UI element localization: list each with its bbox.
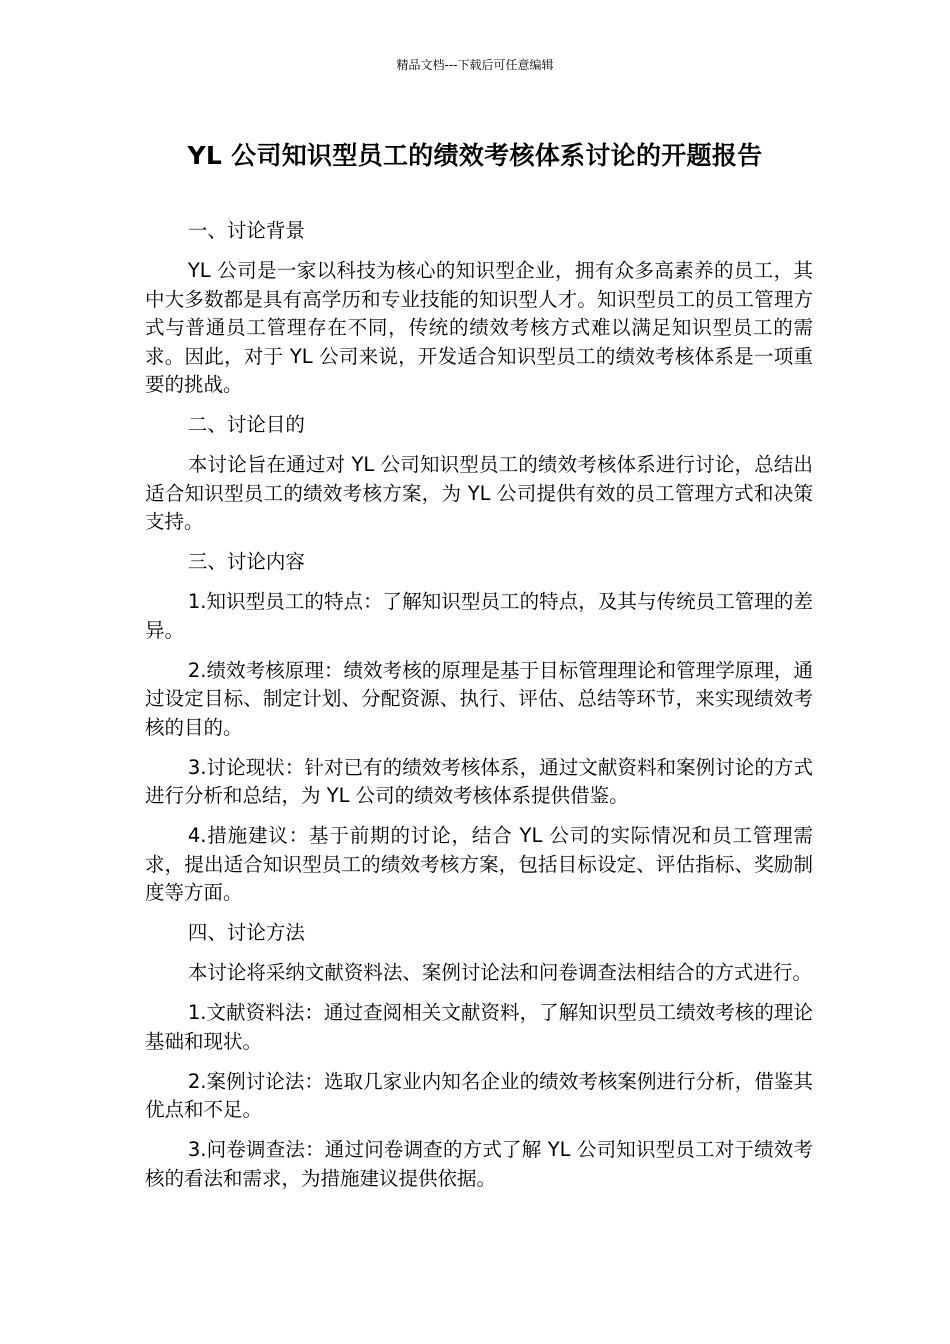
list-item-method-3: 3.问卷调查法：通过问卷调查的方式了解 YL 公司知识型员工对于绩效考核的看法和需求，为措施建议提供依据。 [145, 1138, 813, 1190]
paragraph-methods-intro: 本讨论将采纳文献资料法、案例讨论法和问卷调查法相结合的方式进行。 [187, 961, 812, 984]
paragraph-purpose: 本讨论旨在通过对 YL 公司知识型员工的绩效考核体系进行讨论，总结出适合知识型员工的绩效考核方案，为 YL 公司提供有效的员工管理方式和决策支持。 [145, 453, 813, 533]
section-heading-purpose: 二、讨论目的 [187, 413, 305, 436]
section-heading-methods: 四、讨论方法 [187, 921, 305, 944]
section-heading-background: 一、讨论背景 [187, 219, 305, 242]
list-item-method-1: 1.文献资料法：通过查阅相关文献资料，了解知识型员工绩效考核的理论基础和现状。 [145, 1001, 813, 1053]
section-heading-content: 三、讨论内容 [187, 550, 305, 573]
list-item-content-2: 2.绩效考核原理：绩效考核的原理是基于目标管理理论和管理学原理，通过设定目标、制定计划、分配资源、执行、评估、总结等环节，来实现绩效考核的目的。 [145, 658, 813, 739]
list-item-content-1: 1.知识型员工的特点：了解知识型员工的特点，及其与传统员工管理的差异。 [145, 590, 813, 642]
document-title: YL 公司知识型员工的绩效考核体系讨论的开题报告 [187, 141, 763, 170]
header-note: 精品文档---下载后可任意编辑 [396, 58, 554, 72]
paragraph-background: YL 公司是一家以科技为核心的知识型企业，拥有众多高素养的员工，其中大多数都是具有高学历和专业技能的知识型人才。知识型员工的员工管理方式与普通员工管理存在不同，传统的绩效考核方式难以满足知识型员工的需求。因此，对于 YL 公司来说，开发适合知识型员工的绩效考核体系是一项重要的挑战。 [145, 259, 813, 396]
list-item-content-3: 3.讨论现状：针对已有的绩效考核体系，通过文献资料和案例讨论的方式进行分析和总结，为 YL 公司的绩效考核体系提供借鉴。 [145, 755, 813, 807]
list-item-content-4: 4.措施建议：基于前期的讨论，结合 YL 公司的实际情况和员工管理需求，提出适合知识型员工的绩效考核方案，包括目标设定、评估指标、奖励制度等方面。 [145, 824, 813, 904]
document-body [145, 217, 813, 1205]
list-item-method-2: 2.案例讨论法：选取几家业内知名企业的绩效考核案例进行分析，借鉴其优点和不足。 [145, 1069, 813, 1121]
